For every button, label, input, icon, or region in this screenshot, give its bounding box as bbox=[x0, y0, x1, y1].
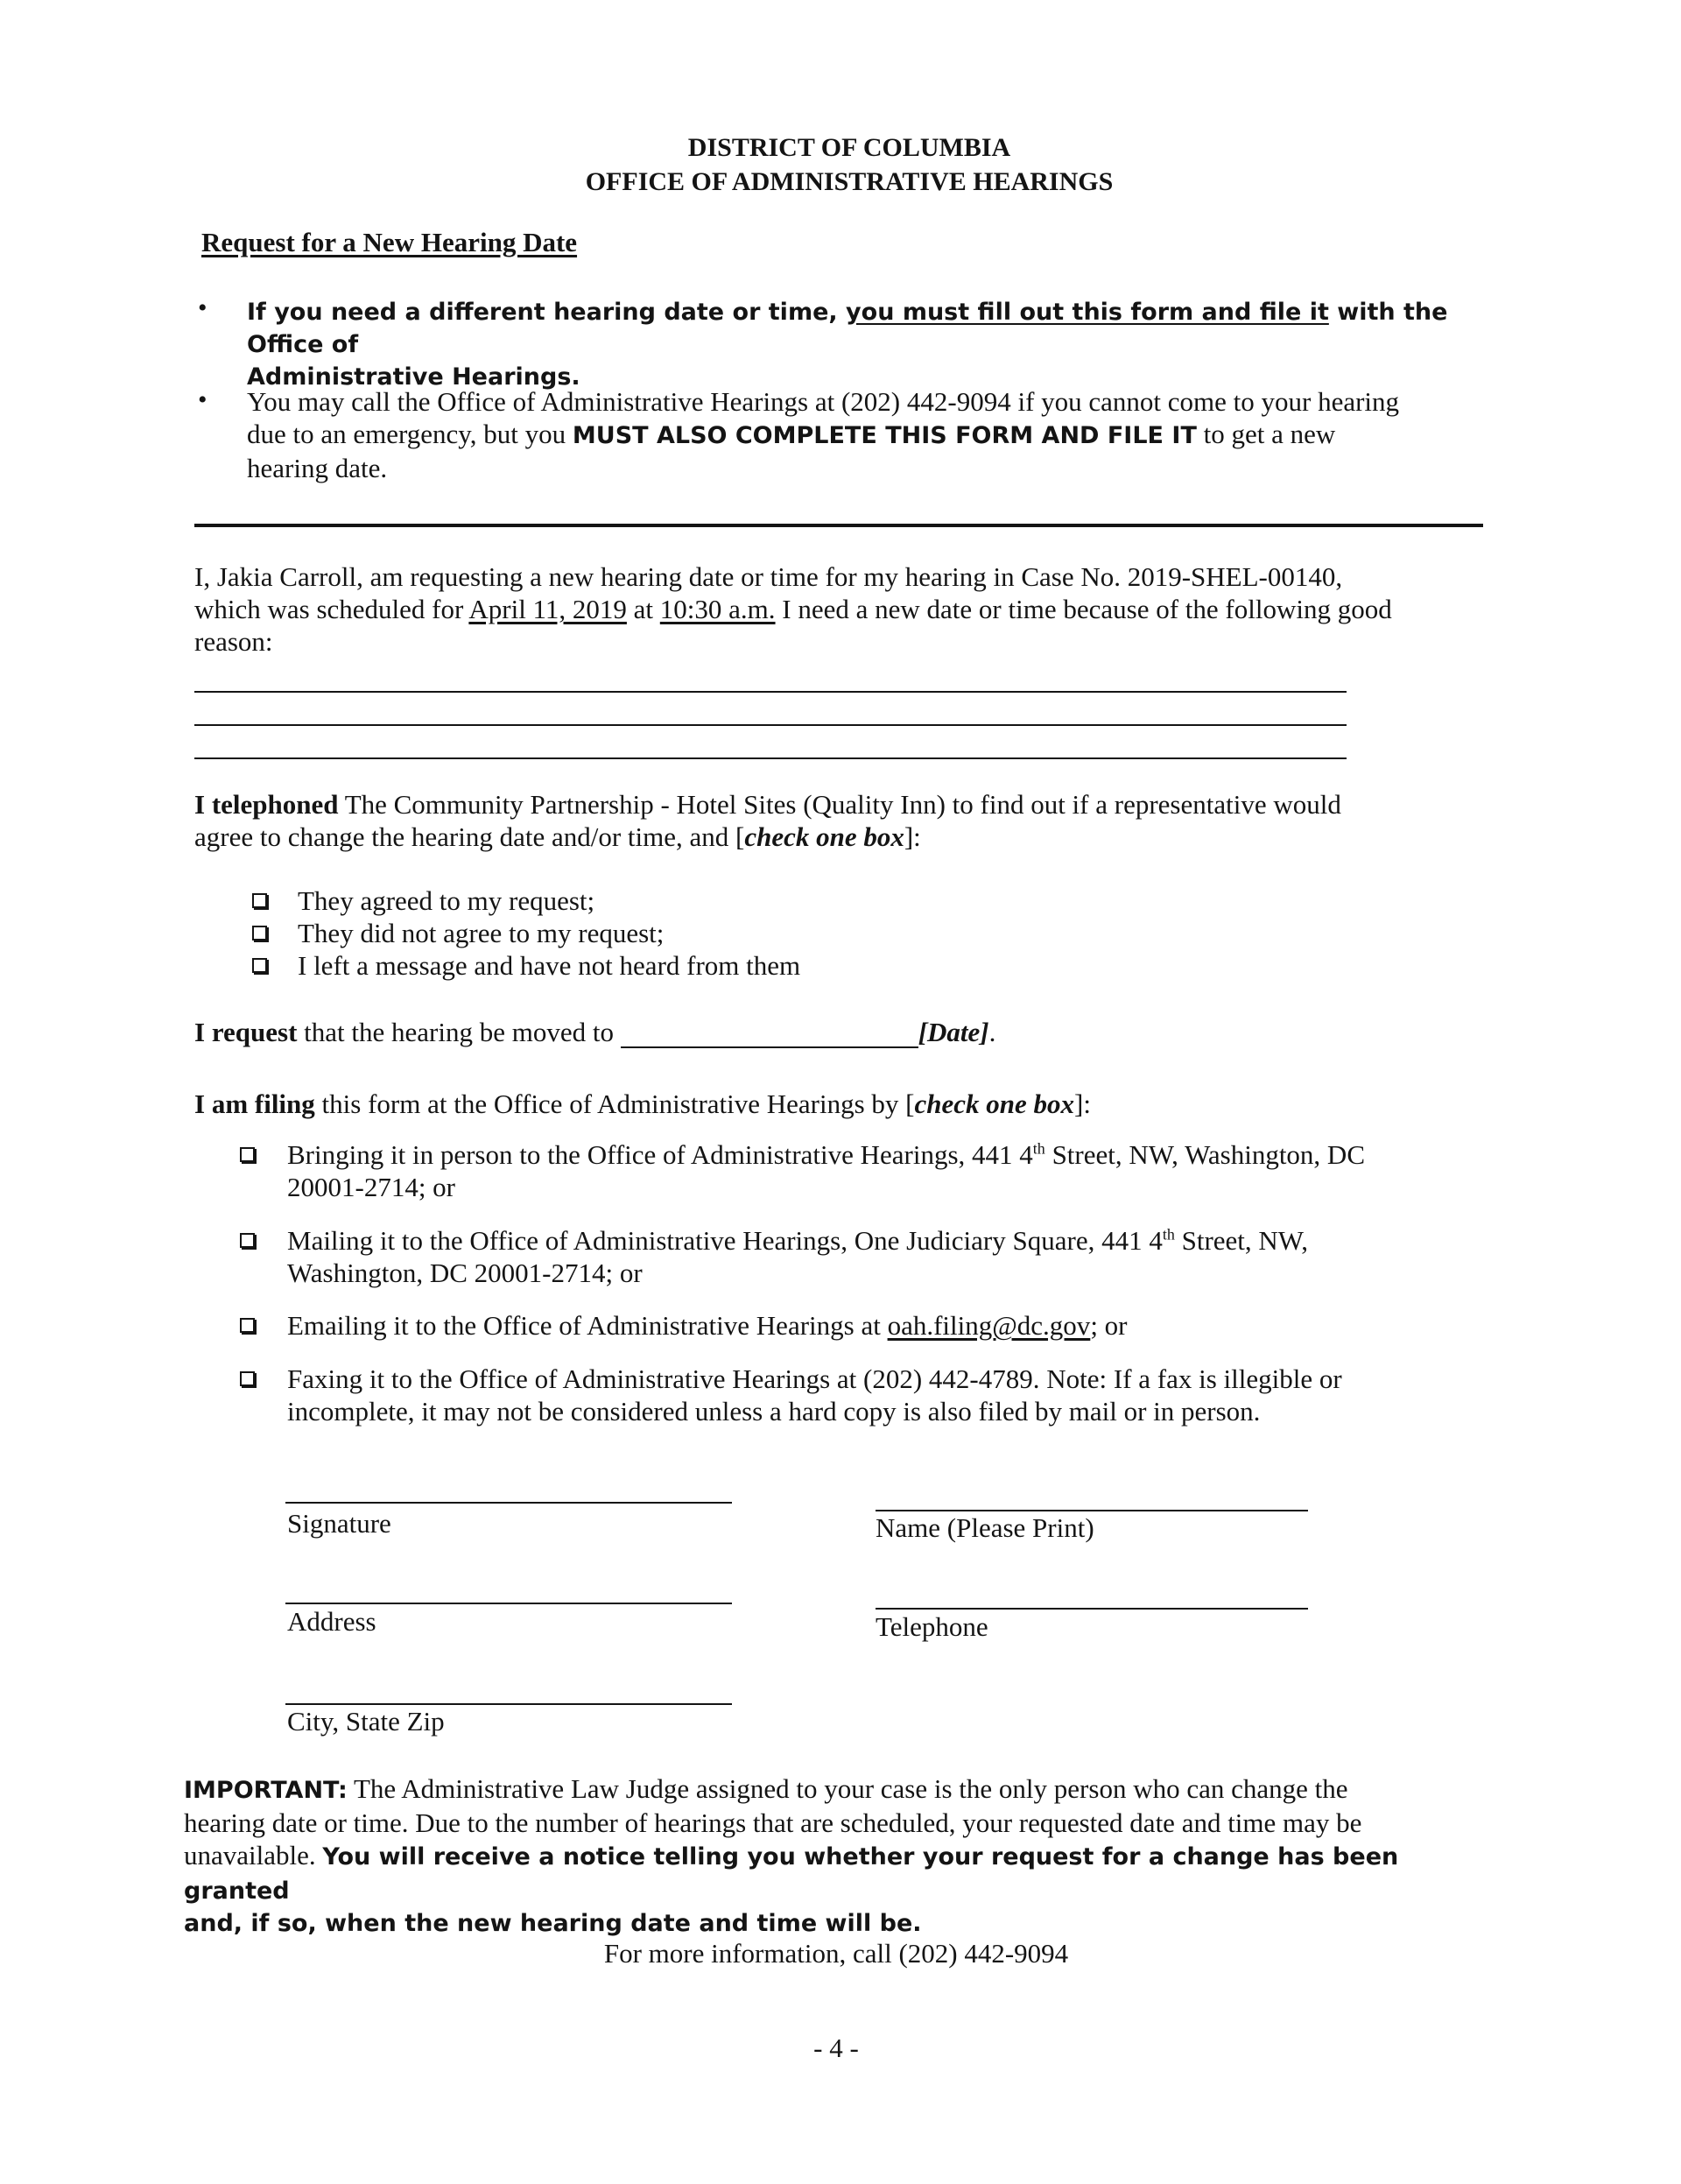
option-fax bbox=[287, 1363, 1495, 1427]
important-line2: hearing date or time. Due to the number of hearings that are scheduled, your requested date and time may be bbox=[184, 1807, 1362, 1838]
fax-line1: Faxing it to the Office of Administrative Hearings at (202) 442-4789. Note: If a fax is illegible or bbox=[287, 1363, 1342, 1394]
city-label: City, State Zip bbox=[287, 1706, 445, 1737]
filing-text: this form at the Office of Administrative Hearings by [ bbox=[314, 1088, 915, 1119]
important-line1: The Administrative Law Judge assigned to your case is the only person who can change the bbox=[347, 1773, 1348, 1804]
checkbox-email[interactable] bbox=[240, 1318, 255, 1333]
telephone-label: I telephoned bbox=[194, 789, 339, 820]
mail-text: Mailing it to the Office of Administrative Hearings, One Judiciary Square, 441 4 bbox=[287, 1225, 1163, 1256]
bullet-1-line2: Administrative Hearings. bbox=[247, 363, 580, 391]
move-end: . bbox=[988, 1017, 996, 1047]
checkbox-mail[interactable] bbox=[240, 1233, 255, 1248]
request-line3: reason: bbox=[194, 626, 273, 657]
in-person-sup: th bbox=[1032, 1139, 1045, 1158]
checkbox-fax[interactable] bbox=[240, 1371, 255, 1386]
bullet-dot: • bbox=[198, 293, 207, 322]
telephone-text-end: ]: bbox=[904, 821, 921, 852]
request-text: which was scheduled for bbox=[194, 594, 469, 624]
in-person-text-end: Street, NW, Washington, DC bbox=[1044, 1139, 1366, 1170]
request-text-end: I need a new date or time because of the following good bbox=[775, 594, 1392, 624]
option-not-agreed: They did not agree to my request; bbox=[298, 918, 665, 948]
filing-check-one-box: check one box bbox=[914, 1088, 1075, 1119]
name-line[interactable] bbox=[876, 1510, 1308, 1511]
important-line4: and, if so, when the new hearing date and time will be. bbox=[184, 1910, 922, 1937]
address-label: Address bbox=[287, 1606, 376, 1637]
telephone-paragraph bbox=[194, 788, 1490, 853]
bullet-1-emphasis: you must fill out this form and file it bbox=[846, 299, 1329, 326]
important-label: IMPORTANT: bbox=[184, 1777, 348, 1804]
checkbox-left-message[interactable] bbox=[252, 958, 267, 973]
page-number: - 4 - bbox=[813, 2033, 859, 2063]
email-text-end: ; or bbox=[1090, 1310, 1128, 1341]
request-paragraph bbox=[194, 560, 1490, 658]
checkbox-in-person[interactable] bbox=[240, 1147, 255, 1162]
reason-line-3[interactable] bbox=[194, 757, 1347, 759]
request-at: at bbox=[626, 594, 660, 624]
hearing-time: 10:30 a.m. bbox=[659, 594, 776, 624]
bullet-2-emphasis: MUST ALSO COMPLETE THIS FORM AND FILE IT bbox=[572, 422, 1197, 449]
bullet-2-line1: You may call the Office of Administrative Hearings at (202) 442-9094 if you cannot come to your hearing bbox=[247, 386, 1400, 417]
bullet-2-text-end: to get a new bbox=[1196, 419, 1336, 449]
move-text: that the hearing be moved to bbox=[297, 1017, 621, 1047]
mail-sup: th bbox=[1162, 1225, 1175, 1243]
important-line3-bold: You will receive a notice telling you whether your request for a change has been granted bbox=[184, 1843, 1399, 1905]
request-line1: I, Jakia Carroll, am requesting a new hearing date or time for my hearing in Case No. 2019-SHEL-00140, bbox=[194, 561, 1343, 592]
hearing-date: April 11, 2019 bbox=[468, 594, 627, 624]
important-notice bbox=[184, 1772, 1497, 1940]
header-district: DISTRICT OF COLUMBIA bbox=[687, 133, 1011, 162]
date-label: [Date] bbox=[918, 1017, 989, 1047]
telephone-text: The Community Partnership - Hotel Sites (Quality Inn) to find out if a representative would bbox=[338, 789, 1341, 820]
important-line3: unavailable. bbox=[184, 1840, 323, 1870]
checkbox-not-agreed[interactable] bbox=[252, 926, 267, 941]
email-link[interactable]: oah.filing@dc.gov bbox=[887, 1310, 1091, 1341]
divider bbox=[194, 524, 1483, 527]
check-one-box: check one box bbox=[744, 821, 904, 852]
footer-info: For more information, call (202) 442-9094 bbox=[603, 1938, 1069, 1969]
bullet-1-text: If you need a different hearing date or time, bbox=[247, 299, 847, 326]
bullet-1-text-end: with the Office of bbox=[247, 299, 1448, 358]
option-left-message: I left a message and have not heard from them bbox=[298, 950, 801, 981]
reason-line-1[interactable] bbox=[194, 691, 1347, 693]
move-request bbox=[194, 1016, 995, 1048]
form-title: Request for a New Hearing Date bbox=[201, 227, 578, 257]
mail-text-end: Street, NW, bbox=[1174, 1225, 1308, 1256]
option-in-person bbox=[287, 1138, 1495, 1203]
filing-end: ]: bbox=[1074, 1088, 1091, 1119]
bullet-2-line3: hearing date. bbox=[247, 453, 388, 483]
bullet-1 bbox=[247, 296, 1490, 393]
header-office: OFFICE OF ADMINISTRATIVE HEARINGS bbox=[585, 167, 1114, 196]
signature-line[interactable] bbox=[285, 1502, 732, 1504]
move-label: I request bbox=[194, 1017, 298, 1047]
reason-line-2[interactable] bbox=[194, 724, 1347, 726]
name-label: Name (Please Print) bbox=[876, 1512, 1094, 1543]
checkbox-agreed[interactable] bbox=[252, 893, 267, 908]
signature-label: Signature bbox=[287, 1508, 391, 1539]
filing-paragraph bbox=[194, 1088, 1091, 1120]
city-line[interactable] bbox=[285, 1703, 732, 1705]
bullet-2 bbox=[247, 385, 1490, 484]
option-agreed: They agreed to my request; bbox=[298, 885, 595, 916]
new-date-field[interactable] bbox=[621, 1020, 918, 1048]
filing-label: I am filing bbox=[194, 1088, 315, 1119]
bullet-dot: • bbox=[198, 385, 207, 414]
telephone-label-field: Telephone bbox=[876, 1611, 988, 1642]
in-person-text: Bringing it in person to the Office of Administrative Hearings, 441 4 bbox=[287, 1139, 1033, 1170]
bullet-2-text: due to an emergency, but you bbox=[247, 419, 573, 449]
in-person-line2: 20001-2714; or bbox=[287, 1172, 456, 1202]
email-text: Emailing it to the Office of Administrative Hearings at bbox=[287, 1310, 888, 1341]
mail-line2: Washington, DC 20001-2714; or bbox=[287, 1258, 643, 1288]
option-email bbox=[287, 1309, 1495, 1342]
address-line[interactable] bbox=[285, 1603, 732, 1604]
telephone-line[interactable] bbox=[876, 1608, 1308, 1610]
option-mail bbox=[287, 1224, 1495, 1289]
fax-line2: incomplete, it may not be considered unless a hard copy is also filed by mail or in person. bbox=[287, 1396, 1261, 1427]
telephone-text-2: agree to change the hearing date and/or time, and [ bbox=[194, 821, 745, 852]
